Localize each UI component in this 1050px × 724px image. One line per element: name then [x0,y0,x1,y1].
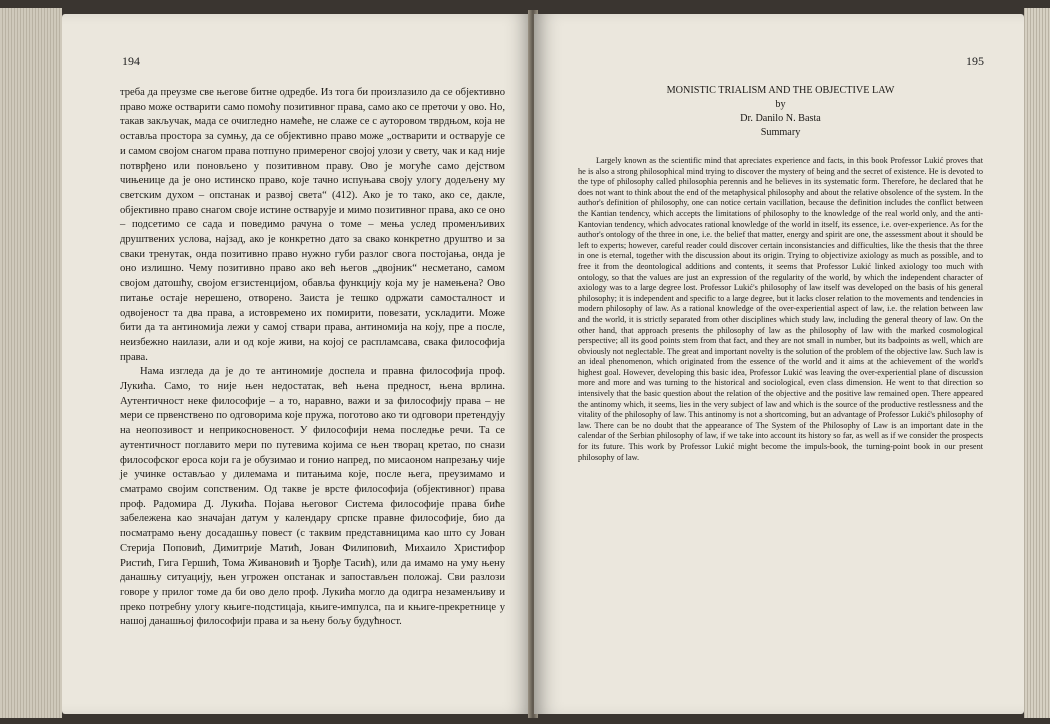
left-page-text [120,86,505,630]
summary-header [578,84,983,140]
summary-title: MONISTIC TRIALISM AND THE OBJECTIVE LAW [666,85,895,96]
right-page-number: 195 [966,54,984,68]
left-page-number: 194 [122,54,140,68]
right-page-edges [1024,8,1050,718]
summary-by: by [775,99,786,110]
summary-section-label: Summary [760,127,801,138]
summary-text [578,156,983,463]
left-page [62,14,532,714]
left-page-edges [0,8,62,718]
summary-paragraph: Largely known as the scientific mind that apreciates experience and facts, in this book Professor Lukić proves that he is also a strong philosophical mind trying to discover the mystery of being and the secret of existence. He is devoted to the type of philosophy called philosophia perennis and he believes in its systematic form. Therefore, he declared that he does not want to think about the end of the metaphysical philosophy and about the relative obsolence of the system. In the author's definition of philosophy, one can notice certain vacillation, because the definition includes the conflict between the Kantian tendency, which accepts the limitations of philosophy to the knowledge of the real world only, and the anti-Kantovian tendency, which advocates rational knowledge of the world in itself, its essence, i.e. over-experience. As for the author's ontology of the three in one, i.e. the belief that matter, energy and spirit are one, the assessment about it should be left to experts; however, careful reader could discover certain inconsistancies and difficulties, like the thesis that the three in one is eternal, together with the discussion about its origin. Trying to objectivize axiology as much as possible, and to free it from the deontological additions and contents, it seems that Professor Lukić linked axiology too much with ontology, so that the values are just an expression of the regularity of the world, by which the independent character of axiology was to a large degree lost. Professor Lukić's philosophy of law itself was developed on the basis of his general philosophy; it is independent and specific to a large degree, but it lacks closer relation to the movements and tendencies in modern philosophy of law. As a rational knowledge of the over-experiential aspect of law, i.e. the relation between law and the world, it is strictly separated from other disciplines which study law, including the general theory of law. On the other hand, that approach presents the philosophy of law as the philosophy of law with the marked cosmological perspective; all its good points stem from that fact, and they are not small in number, but its badpoints as well, which are obviously not neglectable. The great and important novelty is the solution of the problem of the objective law. Such law is an ideal phenomenon, which originated from the essence of the world and it aims at the achievement of the world's highest goal. However, developing this basic idea, Professor Lukić was leaving the over-experiential plane of discussion more and more and was turning to the historical and sociological, even class dimension. He went to that direction so intensively that the basic question about the relation of the objective and the positive law remained open. There appeared the antinomy which, it seems, lies in the very subject of law and which is the source of the productive restlessness and the vitality of the philosophy of law. This antinomy is not a shortcoming, but an advantage of Professor Lukić's philosophy of law. There can be no doubt that the appearance of The System of the Philosophy of Law is an important date in the calendar of the Serbian philosophy of law, if we take into account its history so far, as well as if we consider the prospects for its future. This work by Professor Lukić might become the impuls-book, the turning-point book in our present philosophy of law. [578,156,983,462]
summary-author: Dr. Danilo N. Basta [740,113,821,124]
left-paragraph-1: треба да преузме све његове битне одредбе. Из тога би произлазило да се објективно право може остварити само помоћу позитивног права, само ако се преточи у ово. Но, такав закључак, мада се очигледно намеће, не слаже се с ауторовом тврдњом, која не оставља простора за сумњу, да се објективно право може „остварити и остварује се и самом својом снагом права потпуно примереног својој улози у свету, чак и кад није потврђено или поновљено у позитивном праву. Ово је могуће само дејством чињенице да је оно истинско право, које тачно испуњава своју улогу додељену му светским духом – опстанак и развој света“ (412). Ако је то тако, ако се, дакле, објективно право снагом своје истине остварује и мимо позитивног права, ако се оно – подсетимо се сада и поведимо рачуна о томе – мења услед променљивих друштвених услова, најзад, ако је конкретно дато за свако конкретно друштво и за сваки тренутак, онда позитивно право нужно губи разлог свога постојања, онда је оно излишно. Чему позитивно право ако већ његов „двојник“ несметано, самом својом датошћу, својом егзистенцијом, обавља функцију која му је намењена? Ово питање остаје нерешено, отворено. Заиста је тешко одржати самосталност и одвојеност та два права, а истовремено их помирити, повезати, ускладити. Може бити да та антиномија лежи у самој ствари права, антиномија на коју, пре а после, неизбежно наилази, али и од које живи, на којој се распламсава, свака философија права. [120,87,505,363]
right-page [534,14,1024,714]
left-paragraph-2: Нама изгледа да је до те антиномије доспела и правна философија проф. Лукића. Само, то није њен недостатак, већ њена предност, њена врлина. Аутентичност неке философије – а то, наравно, важи и за философију права – не мери се првенствено по одговорима које пружа, поготово ако ти одговори претендују на неопозивост и неприкосновеност. У философији нема последње речи. Та се аутентичност поглавито мери по путевима којима се њен творац кретао, по снази философског ероса који га је обузимао и гонио напред, по мисаоном напрезању чије је учинке остављао у дилемама и питањима које, после њега, преузимамо и сматрамо својим сопственим. Од такве је врсте философија (објективног) права проф. Радомира Д. Лукића. Појава његовог Система философије права биће забележена као значајан датум у календару српске правне философије, био да посматрамо њену досадашњу повест (с таквим представницима као што су Јован Стерија Поповић, Димитрије Матић, Јован Филиповић, Михаило Христифор Ристић, Гига Гершић, Тома Живановић и Ђорђе Тасић), или да имамо на уму њену данашњу ситуацију, њен угрожен опстанак и запостављен положај. Сви разлози говоре у прилог томе да би ово дело проф. Лукића могло да одигра незаменљиву и преко потребну улогу књиге-подстицаја, књиге-импулса, па и књиге-прекретнице у нашој данашњој философији права и за њену бољу будућност. [120,366,505,628]
